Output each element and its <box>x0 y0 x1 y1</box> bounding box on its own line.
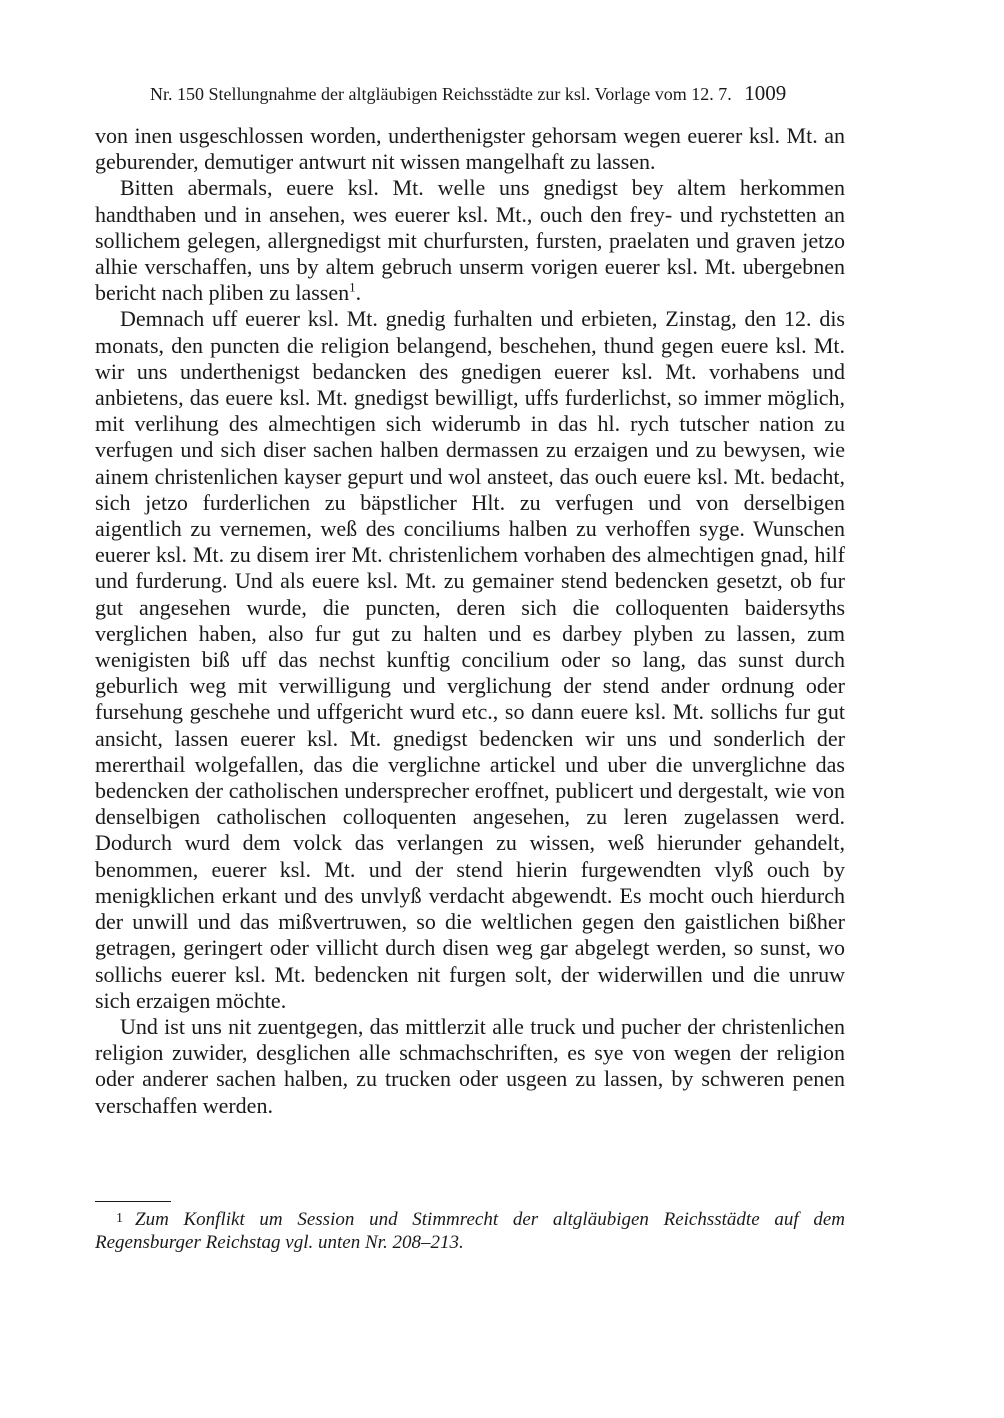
page-number: 1009 <box>744 81 787 105</box>
paragraph-2 <box>95 175 845 306</box>
body-text <box>95 123 845 1119</box>
paragraph-3: Demnach uff euerer ksl. Mt. gnedig furhalten und erbieten, Zinstag, den 12. dis monats, den puncten die religion belangend, beschehen, thund gegen euere ksl. Mt. wir uns underthenigst bedancken des gnedigen euerer ksl. Mt. vorhabens und anbietens, das euere ksl. Mt. gnedigst bewilligt, uffs furderlichst, so immer möglich, mit verlihung des almechtigen sich widerumb in das hl. rych tutscher nation zu verfugen und sich diser sachen halben dermassen zu erzaigen und zu bewysen, wie ainem christenlichen kayser gepurt und wol ansteet, das ouch euere ksl. Mt. bedacht, sich jetzo furderlichen zu bäpstlicher Hlt. zu verfugen und von derselbigen aigentlich zu vernemen, weß des conciliums halben zu verhoffen syge. Wunschen euerer ksl. Mt. zu disem irer Mt. christenlichem vorhaben des almechtigen gnad, hilf und furderung. Und als euere ksl. Mt. zu gemainer stend bedencken gesetzt, ob fur gut angesehen wurde, die puncten, deren sich die colloquenten baidersyths verglichen haben, also fur gut zu halten und es darbey plyben zu lassen, zum wenigisten biß uff das nechst kunftig concilium oder so lang, das sunst durch geburlich weg mit verwilligung und verglichung der stend ander ordnung oder fursehung geschehe und uffgericht wurd etc., so dann euere ksl. Mt. sollichs fur gut ansicht, lassen euerer ksl. Mt. gnedigst bedencken wir uns und sonderlich der mererthail wolgefallen, das die verglichne artickel und uber die unverglichne das bedencken der catholischen undersprecher eroffnet, publicert und dergestalt, wie von denselbigen catholischen colloquenten angesehen, zu leren zugelassen werd. Dodurch wurd dem volck das verlangen zu wissen, weß hierunder gehandelt, benommen, euerer ksl. Mt. und der stend hierin furgewendten vlyß ouch by menigklichen erkant und des unvlyß verdacht abgewendt. Es mocht ouch hierdurch der unwill und das mißvertruwen, so die weltlichen gegen den gaistlichen bißher getragen, geringert oder villicht durch disen weg gar abgelegt werden, so sunst, wo sollichs euerer ksl. Mt. bedencken nit furgen solt, der widerwillen und die unruw sich erzaigen möchte. <box>95 306 845 1013</box>
footnotes <box>95 1207 845 1254</box>
paragraph-1: von inen usgeschlossen worden, underthenigster gehorsam wegen euerer ksl. Mt. an geburender, demutiger antwurt nit wissen mangelhaft zu lassen. <box>95 123 845 175</box>
running-head-title: Nr. 150 Stellungnahme der altgläubigen Reichsstädte zur ksl. Vorlage vom 12. 7. <box>150 84 732 104</box>
footnote-text: Zum Konflikt um Session und Stimmrecht der altgläubigen Reichsstädte auf dem Regensburger Reichstag vgl. unten Nr. 208–213. <box>95 1209 845 1253</box>
footnote-separator <box>95 1201 171 1202</box>
paragraph-2-text: Bitten abermals, euere ksl. Mt. welle uns gnedigst bey altem herkommen handthaben und in ansehen, wes euerer ksl. Mt., ouch den frey- und rychstetten an sollichem gelegen, allergnedigst mit churfursten, fursten, praelaten und graven jetzo alhie verschaffen, uns by altem gebruch unserm vorigen euerer ksl. Mt. ubergebnen bericht nach pliben zu lassen <box>95 175 845 306</box>
paragraph-4: Und ist uns nit zuentgegen, das mittlerzit alle truck und pucher der christenlichen religion zuwider, desglichen alle schmachschriften, es sye von wegen der religion oder anderer sachen halben, zu trucken oder usgeen zu lassen, by schweren penen verschaffen werden. <box>95 1013 845 1118</box>
paragraph-2-end: . <box>355 280 362 306</box>
footnote-reference: 1 <box>349 279 356 295</box>
running-head <box>150 80 850 107</box>
footnote-number: 1 <box>116 1211 123 1226</box>
footnote <box>95 1207 845 1254</box>
